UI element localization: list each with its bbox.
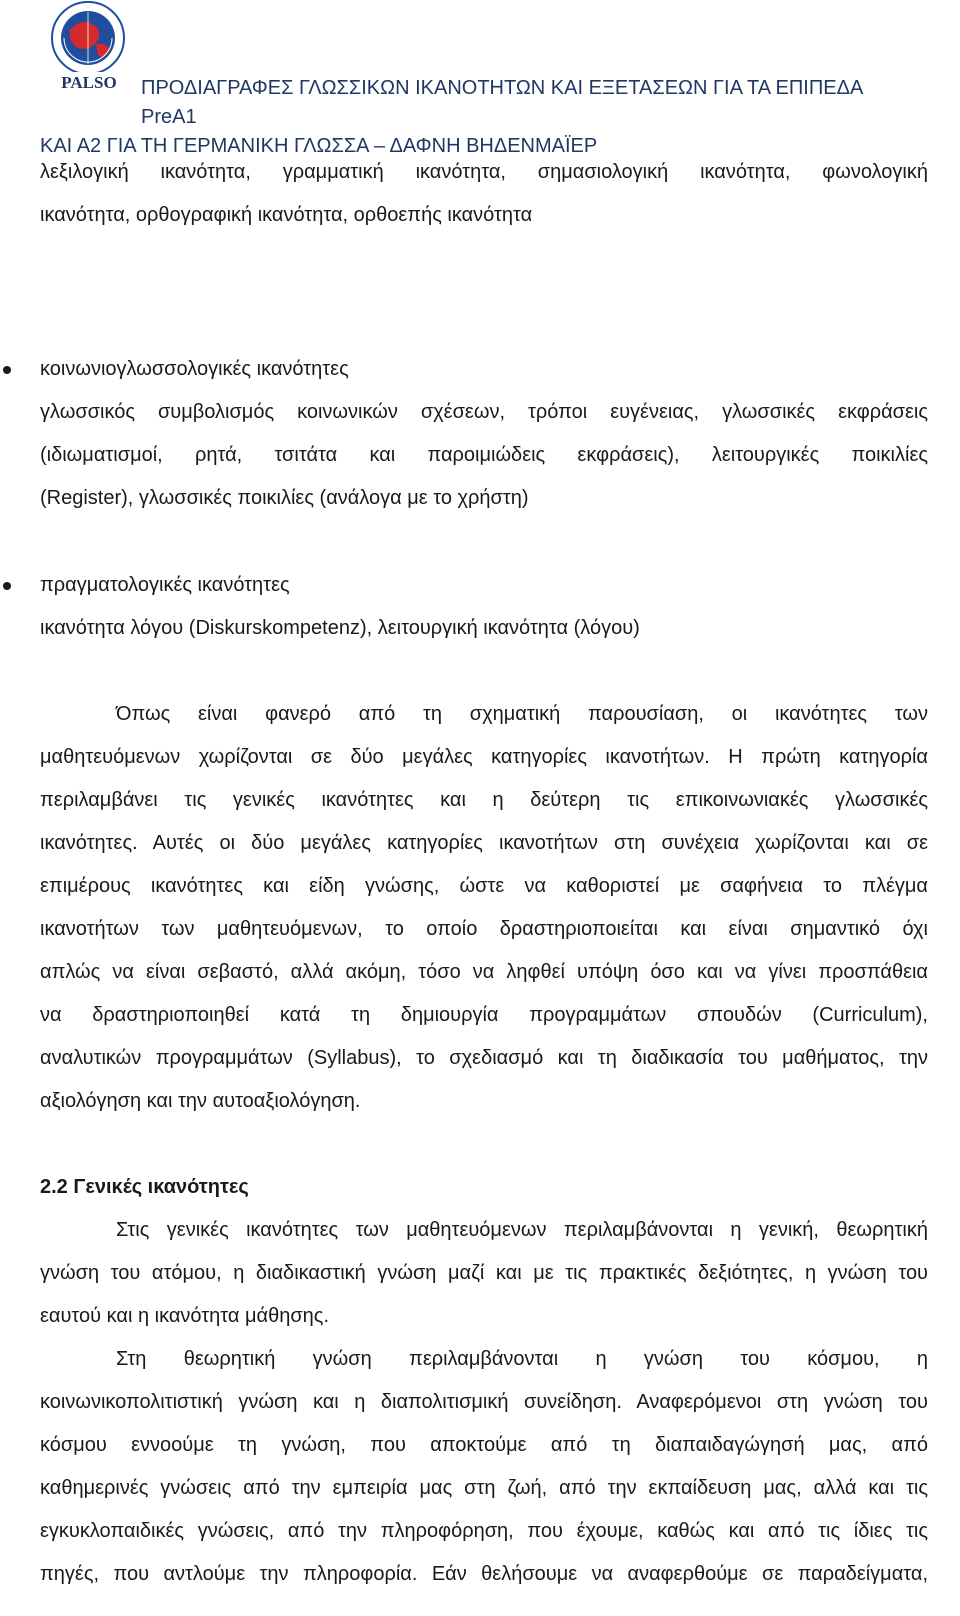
text-line: λεξιλογική ικανότητα, γραμματική ικανότητα, σημασιολογική ικανότητα, φωνολογική — [40, 161, 928, 183]
paragraph-line: ικανοτήτων των μαθητευόμενων, το οποίο δραστηριοποιείται και είναι σημαντικό όχι — [40, 918, 928, 940]
paragraph-line: να δραστηριοποιηθεί κατά τη δημιουργία προγραμμάτων σπουδών (Curriculum), — [40, 1004, 928, 1026]
header-line-2: ΚΑΙ Α2 ΓΙΑ ΤΗ ΓΕΡΜΑΝΙΚΗ ΓΛΩΣΣΑ – ΔΑΦΝΗ ΒΗΔΕΝΜΑΪΕΡ — [40, 135, 598, 157]
spacer — [40, 237, 928, 348]
paragraph-line: Στις γενικές ικανότητες των μαθητευόμενων περιλαμβάνονται η γενική, θεωρητική — [116, 1219, 928, 1241]
paragraph-line: μαθητευόμενων χωρίζονται σε δύο μεγάλες κατηγορίες ικανοτήτων. Η πρώτη κατηγορία — [40, 746, 928, 768]
text-line: γλωσσικός συμβολισμός κοινωνικών σχέσεων, τρόποι ευγένειας, γλωσσικές εκφράσεις — [40, 401, 928, 423]
text-line: (ιδιωματισμοί, ρητά, τσιτάτα και παροιμιώδεις εκφράσεις), λειτουργικές ποικιλίες — [40, 444, 928, 466]
bullet-item-sociolinguistic: κοινωνιογλωσσολογικές ικανότητες — [40, 348, 928, 391]
paragraph-line: πηγές, που αντλούμε την πληροφορία. Εάν θελήσουμε να αναφερθούμε σε παραδείγματα, — [40, 1563, 928, 1585]
paragraph-line: αναλυτικών προγραμμάτων (Syllabus), το σχεδιασμό και τη διαδικασία του μαθήματος, την — [40, 1047, 928, 1069]
paragraph-line: κόσμου εννοούμε τη γνώση, που αποκτούμε από τη διαπαιδαγώγησή μας, από — [40, 1434, 928, 1456]
paragraph-line: αξιολόγηση και την αυτοαξιολόγηση. — [40, 1090, 361, 1112]
paragraph-line: κοινωνικοπολιτιστική γνώση και η διαπολιτισμική συνείδηση. Αναφερόμενοι στη γνώση του — [40, 1391, 928, 1413]
logo-text: PALSO — [61, 73, 117, 92]
bullet-item-pragmatic: πραγματολογικές ικανότητες — [40, 564, 928, 607]
paragraph-line: επιμέρους ικανότητες και είδη γνώσης, ώστε να καθοριστεί με σαφήνεια το πλέγμα — [40, 875, 928, 897]
paragraph-line: καθημερινές γνώσεις από την εμπειρία μας στη ζωή, από την εκπαίδευση μας, αλλά και τις — [40, 1477, 928, 1499]
section-heading: 2.2 Γενικές ικανότητες — [40, 1176, 249, 1198]
spacer — [40, 1123, 928, 1166]
paragraph-line: Στη θεωρητική γνώση περιλαμβάνονται η γνώση του κόσμου, η — [116, 1348, 928, 1370]
paragraph-line: εαυτού και η ικανότητα μάθησης. — [40, 1305, 330, 1327]
paragraph-line: εγκυκλοπαιδικές γνώσεις, από την πληροφόρηση, που έχουμε, καθώς και από τις ίδιες τις — [40, 1520, 928, 1542]
text-line: ικανότητα λόγου (Diskurskompetenz), λειτουργική ικανότητα (λόγου) — [40, 617, 640, 639]
paragraph-line: περιλαμβάνει τις γενικές ικανότητες και η δεύτερη τις επικοινωνιακές γλωσσικές — [40, 789, 928, 811]
text-line: (Register), γλωσσικές ποικιλίες (ανάλογα με το χρήστη) — [40, 487, 529, 509]
paragraph-line: γνώση του ατόμου, η διαδικαστική γνώση μαζί και με τις πρακτικές δεξιότητες, η γνώση του — [40, 1262, 928, 1284]
header-line-1: ΠΡΟΔΙΑΓΡΑΦΕΣ ΓΛΩΣΣΙΚΩΝ ΙΚΑΝΟΤΗΤΩΝ ΚΑΙ ΕΞΕΤΑΣΕΩΝ ΓΙΑ ΤΑ ΕΠΙΠΕΔΑ PreA1 — [141, 77, 863, 128]
text-line: ικανότητα, ορθογραφική ικανότητα, ορθοεπής ικανότητα — [40, 204, 533, 226]
spacer — [40, 650, 928, 693]
paragraph-line: ικανότητες. Αυτές οι δύο μεγάλες κατηγορίες ικανοτήτων στη συνέχεια χωρίζονται και σε — [40, 832, 928, 854]
paragraph-line: Όπως είναι φανερό από τη σχηματική παρουσίαση, οι ικανότητες των — [116, 703, 928, 725]
document-body — [40, 151, 928, 1596]
document-header — [40, 74, 920, 161]
spacer — [40, 520, 928, 564]
paragraph-line: απλώς να είναι σεβαστό, αλλά ακόμη, τόσο να ληφθεί υπόψη όσο και να γίνει προσπάθεια — [40, 961, 928, 983]
